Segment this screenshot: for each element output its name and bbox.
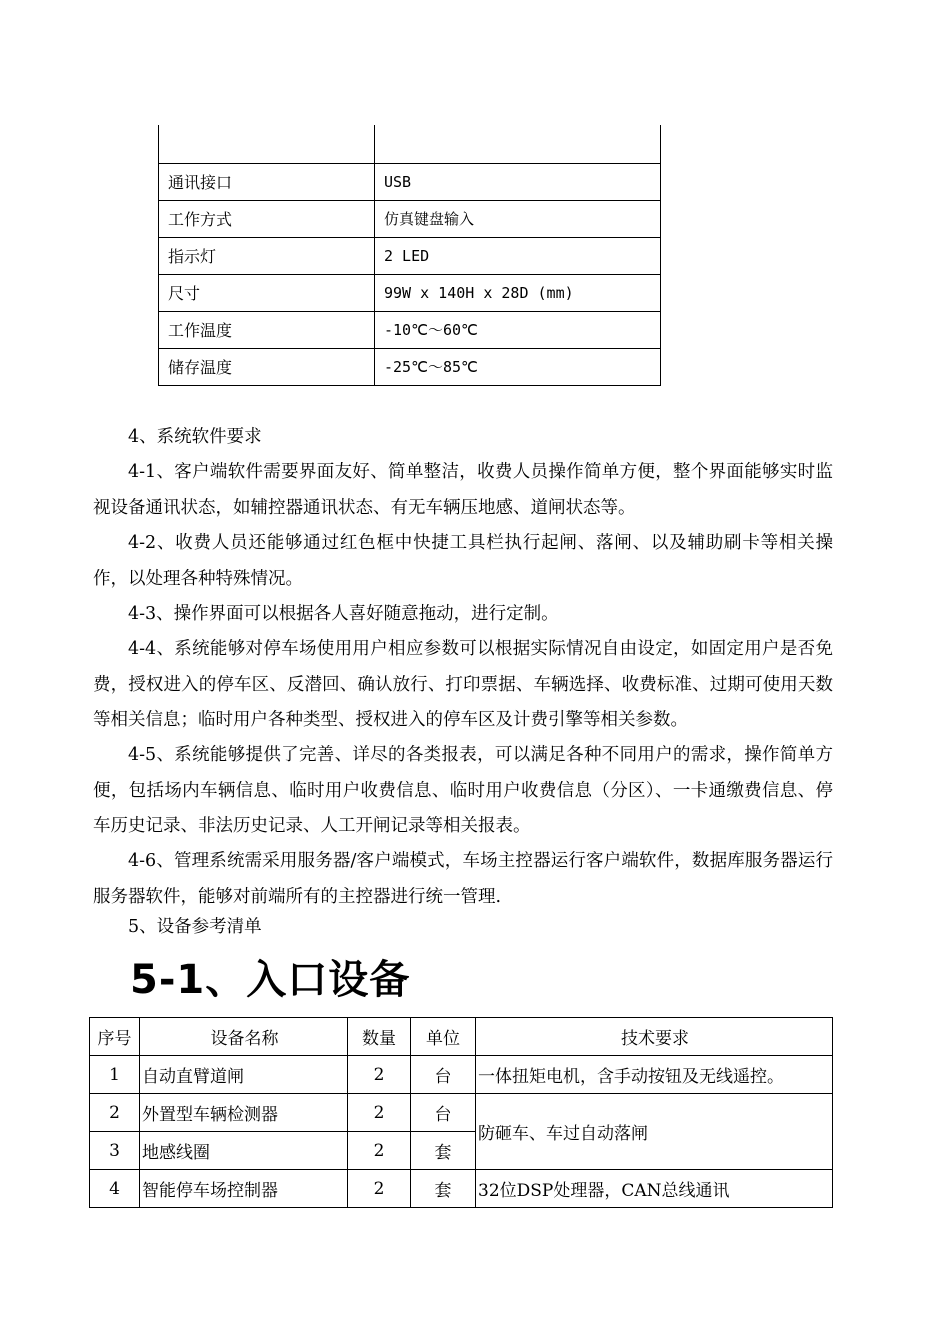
column-header: 序号	[90, 1018, 140, 1056]
table-row	[159, 163, 661, 200]
table-row	[90, 1094, 833, 1132]
section-heading-software: 4、系统软件要求	[128, 427, 262, 447]
table-row	[159, 200, 661, 237]
column-header: 单位	[411, 1018, 476, 1056]
table-row	[159, 125, 661, 163]
spec-label	[159, 125, 375, 163]
row-number: 1	[90, 1056, 140, 1094]
equipment-qty: 2	[348, 1132, 411, 1170]
page-title: 5-1、入口设备	[130, 957, 411, 1003]
spec-label: 指示灯	[159, 237, 375, 274]
equipment-requirement: 一体扭矩电机，含手动按钮及无线遥控。	[476, 1056, 833, 1094]
paragraph-4-4: 4-4、系统能够对停车场使用用户相应参数可以根据实际情况自由设定，如固定用户是否免费，授权进入的停车区、反潜回、确认放行、打印票据、车辆选择、收费标准、过期可使用天数等相关信息；临时用户各种类型、授权进入的停车区及计费引擎等相关参数。	[93, 639, 833, 730]
equipment-unit: 套	[411, 1132, 476, 1170]
equipment-unit: 套	[411, 1170, 476, 1208]
equipment-qty: 2	[348, 1056, 411, 1094]
column-header: 数量	[348, 1018, 411, 1056]
spec-value	[375, 125, 661, 163]
equipment-name: 外置型车辆检测器	[140, 1094, 348, 1132]
spec-value: -25℃～85℃	[375, 348, 661, 385]
spec-value: -10℃～60℃	[375, 311, 661, 348]
equipment-qty: 2	[348, 1094, 411, 1132]
table-row	[159, 274, 661, 311]
row-number: 4	[90, 1170, 140, 1208]
spec-label: 工作温度	[159, 311, 375, 348]
equipment-requirement: 防砸车、车过自动落闸	[476, 1094, 833, 1170]
spec-value: 99W x 140H x 28D (mm)	[375, 274, 661, 311]
equipment-requirement: 32位DSP处理器，CAN总线通讯	[476, 1170, 833, 1208]
equipment-qty: 2	[348, 1170, 411, 1208]
equipment-name: 智能停车场控制器	[140, 1170, 348, 1208]
paragraph-4-3: 4-3、操作界面可以根据各人喜好随意拖动，进行定制。	[128, 604, 559, 624]
row-number: 3	[90, 1132, 140, 1170]
table-row	[159, 237, 661, 274]
spec-value: USB	[375, 163, 661, 200]
paragraph-4-1: 4-1、客户端软件需要界面友好、简单整洁，收费人员操作简单方便，整个界面能够实时监视设备通讯状态，如辅控器通讯状态、有无车辆压地感、道闸状态等。	[93, 462, 833, 518]
spec-label: 尺寸	[159, 274, 375, 311]
spec-value: 仿真键盘输入	[375, 200, 661, 237]
column-header: 设备名称	[140, 1018, 348, 1056]
table-row	[90, 1170, 833, 1208]
section-heading-equipment-list: 5、设备参考清单	[128, 917, 262, 937]
table-row	[90, 1056, 833, 1094]
paragraph-4-6: 4-6、管理系统需采用服务器/客户端模式，车场主控器运行客户端软件，数据库服务器运行服务器软件，能够对前端所有的主控器进行统一管理.	[93, 851, 833, 907]
equipment-unit: 台	[411, 1056, 476, 1094]
table-row	[159, 348, 661, 385]
equipment-unit: 台	[411, 1094, 476, 1132]
row-number: 2	[90, 1094, 140, 1132]
table-header-row	[90, 1018, 833, 1056]
table-row	[159, 311, 661, 348]
spec-label: 储存温度	[159, 348, 375, 385]
paragraph-4-5: 4-5、系统能够提供了完善、详尽的各类报表，可以满足各种不同用户的需求，操作简单方便，包括场内车辆信息、临时用户收费信息、临时用户收费信息（分区）、一卡通缴费信息、停车历史记录、非法历史记录、人工开闸记录等相关报表。	[93, 745, 833, 836]
equipment-name: 自动直臂道闸	[140, 1056, 348, 1094]
equipment-table	[89, 1017, 833, 1208]
column-header: 技术要求	[476, 1018, 833, 1056]
spec-label: 工作方式	[159, 200, 375, 237]
spec-value: 2 LED	[375, 237, 661, 274]
paragraph-4-2: 4-2、收费人员还能够通过红色框中快捷工具栏执行起闸、落闸、以及辅助刷卡等相关操作，以处理各种特殊情况。	[93, 533, 833, 589]
spec-table	[158, 125, 661, 386]
equipment-name: 地感线圈	[140, 1132, 348, 1170]
spec-label: 通讯接口	[159, 163, 375, 200]
